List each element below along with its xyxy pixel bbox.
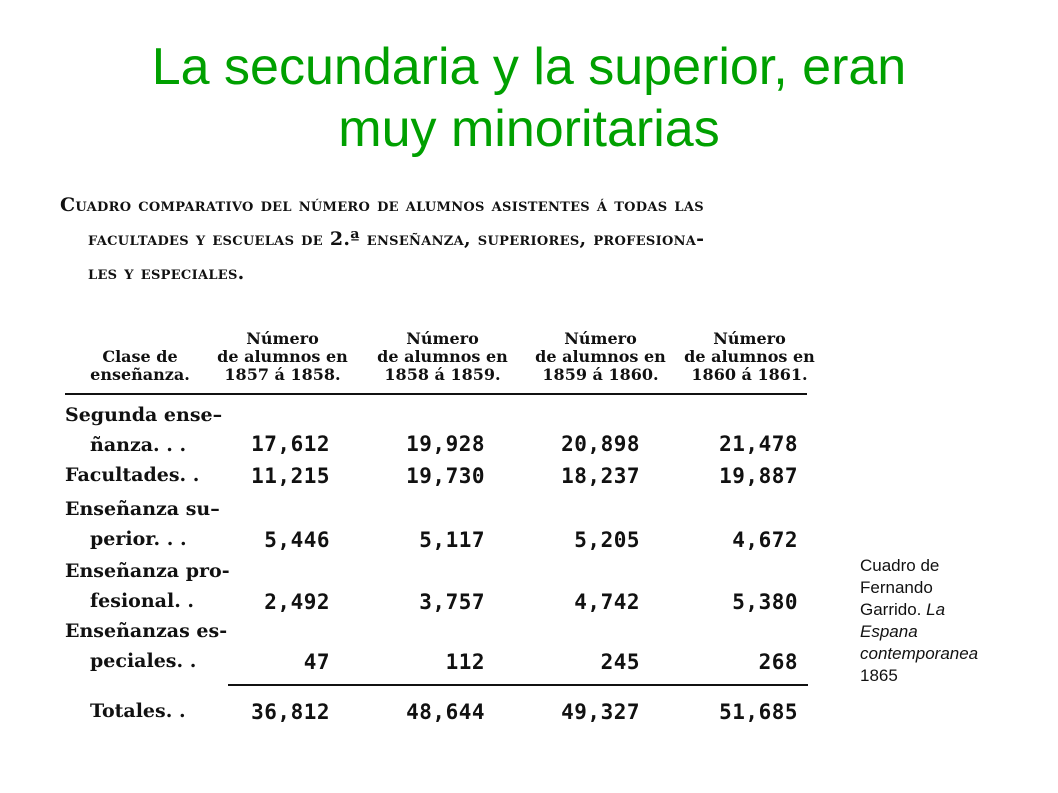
caption-book-title: Espana bbox=[860, 622, 918, 641]
source-caption bbox=[860, 555, 1050, 687]
table-cell: 47 bbox=[303, 650, 330, 674]
row-label-ensenanza-superior bbox=[65, 494, 225, 554]
caption-line-4 bbox=[860, 621, 1050, 643]
table-cell: 21,478 bbox=[719, 432, 798, 456]
scanned-table bbox=[60, 188, 820, 733]
row-label-line: Segunda ense– bbox=[65, 404, 223, 426]
caption-line-3 bbox=[860, 599, 1050, 621]
row-label-line: Facultades. . bbox=[65, 464, 200, 486]
table-heading-line-1: Cuadro comparativo del número de alumnos asistentes á todas las bbox=[60, 194, 704, 216]
column-header-line: Número bbox=[246, 329, 319, 348]
table-cell: 4,672 bbox=[732, 528, 798, 552]
caption-line-5 bbox=[860, 643, 1050, 665]
caption-line-2: Fernando bbox=[860, 578, 933, 597]
table-cell-total: 51,685 bbox=[719, 700, 798, 724]
totals-rule bbox=[228, 684, 808, 686]
table-cell: 3,757 bbox=[419, 590, 485, 614]
table-cell: 245 bbox=[600, 650, 640, 674]
table-cell: 4,742 bbox=[574, 590, 640, 614]
table-cell: 5,380 bbox=[732, 590, 798, 614]
row-label-line: perior. . . bbox=[90, 528, 187, 550]
slide-title-line-2: muy minoritarias bbox=[338, 100, 720, 158]
column-header-1860 bbox=[682, 330, 817, 384]
table-cell-total: 36,812 bbox=[251, 700, 330, 724]
row-label-facultades bbox=[65, 460, 225, 490]
column-header-line: Número bbox=[406, 329, 479, 348]
column-header-line: de alumnos en bbox=[217, 347, 348, 366]
table-cell: 268 bbox=[758, 650, 798, 674]
row-label-line: Totales. . bbox=[90, 700, 186, 722]
table-cell-total: 49,327 bbox=[561, 700, 640, 724]
corner-header-line-1: Clase de bbox=[102, 347, 178, 366]
table-cell-total: 48,644 bbox=[406, 700, 485, 724]
table-heading bbox=[60, 188, 820, 290]
table-cell: 19,928 bbox=[406, 432, 485, 456]
column-header-1859 bbox=[533, 330, 668, 384]
row-label-line: fesional. . bbox=[90, 590, 195, 612]
caption-book-title-start: La bbox=[926, 600, 946, 619]
slide-title-line-1: La secundaria y la superior, eran bbox=[151, 38, 907, 96]
table-cell: 19,887 bbox=[719, 464, 798, 488]
slide-title bbox=[0, 36, 1058, 160]
table-cell: 18,237 bbox=[561, 464, 640, 488]
row-label-segunda-ensenanza bbox=[65, 400, 225, 460]
table-cell: 5,205 bbox=[574, 528, 640, 552]
table-cell: 20,898 bbox=[561, 432, 640, 456]
row-label-ensenanzas-especiales bbox=[65, 616, 228, 676]
column-header-line: de alumnos en bbox=[377, 347, 508, 366]
column-header-line: de alumnos en bbox=[535, 347, 666, 366]
row-label-line: peciales. . bbox=[90, 650, 197, 672]
table-cell: 112 bbox=[445, 650, 485, 674]
table-heading-line-3: les y especiales. bbox=[88, 262, 245, 284]
column-header-line: 1857 á 1858. bbox=[224, 365, 341, 384]
row-label-line: ñanza. . . bbox=[90, 434, 187, 456]
table-cell: 11,215 bbox=[251, 464, 330, 488]
column-header-line: Número bbox=[713, 329, 786, 348]
column-header-line: 1858 á 1859. bbox=[384, 365, 501, 384]
corner-header-line-2: enseñanza. bbox=[90, 365, 190, 384]
table-cell: 5,446 bbox=[264, 528, 330, 552]
row-label-ensenanza-profesional bbox=[65, 556, 230, 616]
caption-author: Garrido. bbox=[860, 600, 927, 619]
table-heading-line-2: facultades y escuelas de 2.ª enseñanza, superiores, profesiona- bbox=[88, 228, 705, 250]
caption-book-title-end: contemporanea bbox=[860, 644, 979, 663]
table-cell: 19,730 bbox=[406, 464, 485, 488]
column-header-1858 bbox=[375, 330, 510, 384]
row-label-line: Enseñanza su– bbox=[65, 498, 220, 520]
column-header-line: 1860 á 1861. bbox=[691, 365, 808, 384]
column-header-line: 1859 á 1860. bbox=[542, 365, 659, 384]
row-label-totales bbox=[65, 696, 225, 726]
caption-year: 1865 bbox=[860, 666, 898, 685]
caption-line-1: Cuadro de bbox=[860, 556, 940, 575]
table-cell: 5,117 bbox=[419, 528, 485, 552]
column-header-line: de alumnos en bbox=[684, 347, 815, 366]
column-header-1857 bbox=[215, 330, 350, 384]
table-cell: 2,492 bbox=[264, 590, 330, 614]
table-cell: 17,612 bbox=[251, 432, 330, 456]
row-label-line: Enseñanza pro- bbox=[65, 560, 230, 582]
row-label-line: Enseñanzas es- bbox=[65, 620, 228, 642]
column-header-line: Número bbox=[564, 329, 637, 348]
header-rule bbox=[65, 393, 807, 395]
corner-header bbox=[85, 348, 195, 384]
